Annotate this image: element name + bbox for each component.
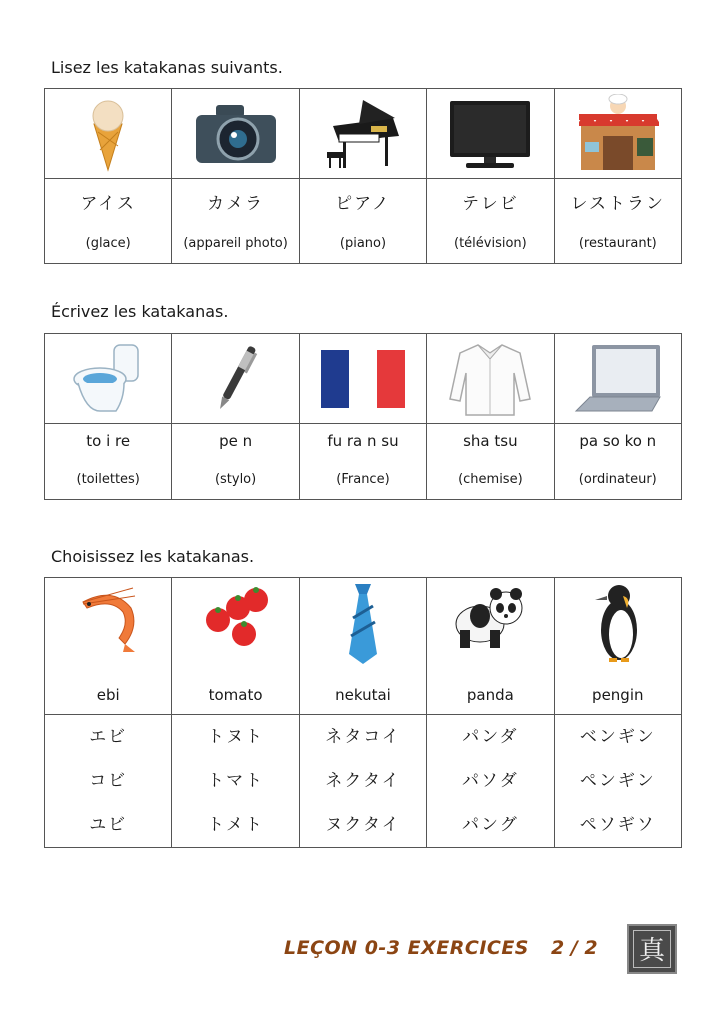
romaji-word: pa so ko n xyxy=(579,432,657,450)
french-translation: (piano) xyxy=(339,236,387,251)
french-translation: (télévision) xyxy=(454,236,527,251)
writing-entry xyxy=(45,424,172,500)
choice-options xyxy=(172,715,299,848)
logo xyxy=(627,924,677,974)
choice-option[interactable]: ペンギン xyxy=(579,771,656,791)
panda-icon xyxy=(450,582,530,652)
french-translation: (chemise) xyxy=(458,472,523,487)
romaji-word: nekutai xyxy=(335,686,391,704)
penguin-icon xyxy=(593,582,643,666)
french-translation: (appareil photo) xyxy=(183,236,288,251)
reading-entry xyxy=(172,179,299,264)
romaji-word: panda xyxy=(466,686,514,704)
french-translation: (stylo) xyxy=(214,472,257,487)
restaurant-icon xyxy=(575,94,661,174)
ice-cream-icon xyxy=(78,94,138,174)
choice-option[interactable]: ベンギン xyxy=(579,727,656,747)
choice-option[interactable]: ヌクタイ xyxy=(325,815,401,835)
writing-entry xyxy=(427,424,554,500)
camera-icon xyxy=(194,101,278,167)
laptop-cell xyxy=(554,334,681,424)
choice-option[interactable]: コビ xyxy=(89,771,128,791)
laptop-icon xyxy=(572,341,664,417)
choice-options xyxy=(299,715,426,848)
pen-icon xyxy=(206,339,266,419)
choice-option[interactable]: ユビ xyxy=(89,815,128,835)
shrimp-icon xyxy=(73,582,143,656)
shrimp-cell xyxy=(45,578,172,715)
necktie-cell xyxy=(299,578,426,715)
panda-cell xyxy=(427,578,554,715)
choice-option[interactable]: エビ xyxy=(89,727,128,747)
section2-heading: Écrivez les katakanas. xyxy=(51,302,229,321)
choice-table xyxy=(44,577,682,848)
romaji-word: to i re xyxy=(86,432,131,450)
french-translation: (glace) xyxy=(85,236,131,251)
choice-option[interactable]: トメト xyxy=(207,815,264,835)
toilet-icon xyxy=(68,339,148,419)
reading-entry xyxy=(45,179,172,264)
tomato-cell xyxy=(172,578,299,715)
writing-entry xyxy=(299,424,426,500)
katakana-word: ピアノ xyxy=(335,194,391,214)
section1-heading: Lisez les katakanas suivants. xyxy=(51,58,283,77)
katakana-word: レストラン xyxy=(570,194,666,214)
television-icon xyxy=(448,97,532,171)
french-translation: (ordinateur) xyxy=(578,472,657,487)
katakana-word: テレビ xyxy=(462,194,519,214)
writing-table xyxy=(44,333,682,500)
reading-entry xyxy=(427,179,554,264)
lesson-title: LEÇON 0-3 EXERCICES xyxy=(284,937,529,959)
choice-option[interactable]: パソダ xyxy=(461,771,519,791)
choice-option[interactable]: ペソギソ xyxy=(579,815,656,835)
choice-option[interactable]: パンダ xyxy=(462,727,519,747)
romaji-word: pengin xyxy=(592,686,644,704)
writing-entry xyxy=(554,424,681,500)
toilet-cell xyxy=(45,334,172,424)
choice-option[interactable]: ネクタイ xyxy=(325,771,401,791)
choice-option[interactable]: トヌト xyxy=(207,727,265,747)
french-translation: (toilettes) xyxy=(76,472,140,487)
romaji-word: sha tsu xyxy=(463,432,518,450)
romaji-word: ebi xyxy=(96,686,120,704)
romaji-word: pe n xyxy=(219,432,253,450)
france-flag-icon xyxy=(319,348,407,410)
flag-cell xyxy=(299,334,426,424)
reading-table xyxy=(44,88,682,264)
page-number: 2 / 2 xyxy=(551,937,598,959)
camera-cell xyxy=(172,89,299,179)
necktie-icon xyxy=(343,582,383,666)
choice-option[interactable]: ネタコイ xyxy=(325,727,401,747)
romaji-word: fu ra n su xyxy=(327,432,399,450)
piano-cell xyxy=(299,89,426,179)
television-cell xyxy=(427,89,554,179)
french-translation: (France) xyxy=(336,472,390,487)
reading-entry xyxy=(299,179,426,264)
reading-entry xyxy=(554,179,681,264)
piano-icon xyxy=(323,96,403,172)
choice-options xyxy=(427,715,554,848)
choice-option[interactable]: トマト xyxy=(207,771,265,791)
choice-options xyxy=(554,715,681,848)
choice-option[interactable]: パング xyxy=(462,815,519,835)
katakana-word: アイス xyxy=(80,194,136,214)
shirt-icon xyxy=(448,339,532,419)
pen-cell xyxy=(172,334,299,424)
katakana-word: カメラ xyxy=(207,194,265,214)
romaji-word: tomato xyxy=(208,686,263,704)
restaurant-cell xyxy=(554,89,681,179)
shirt-cell xyxy=(427,334,554,424)
logo-character: 真 xyxy=(633,930,671,968)
section3-heading: Choisissez les katakanas. xyxy=(51,547,255,566)
writing-entry xyxy=(172,424,299,500)
penguin-cell xyxy=(554,578,681,715)
tomato-icon xyxy=(198,582,274,652)
french-translation: (restaurant) xyxy=(578,236,657,251)
ice-cream-cell xyxy=(45,89,172,179)
choice-options xyxy=(45,715,172,848)
